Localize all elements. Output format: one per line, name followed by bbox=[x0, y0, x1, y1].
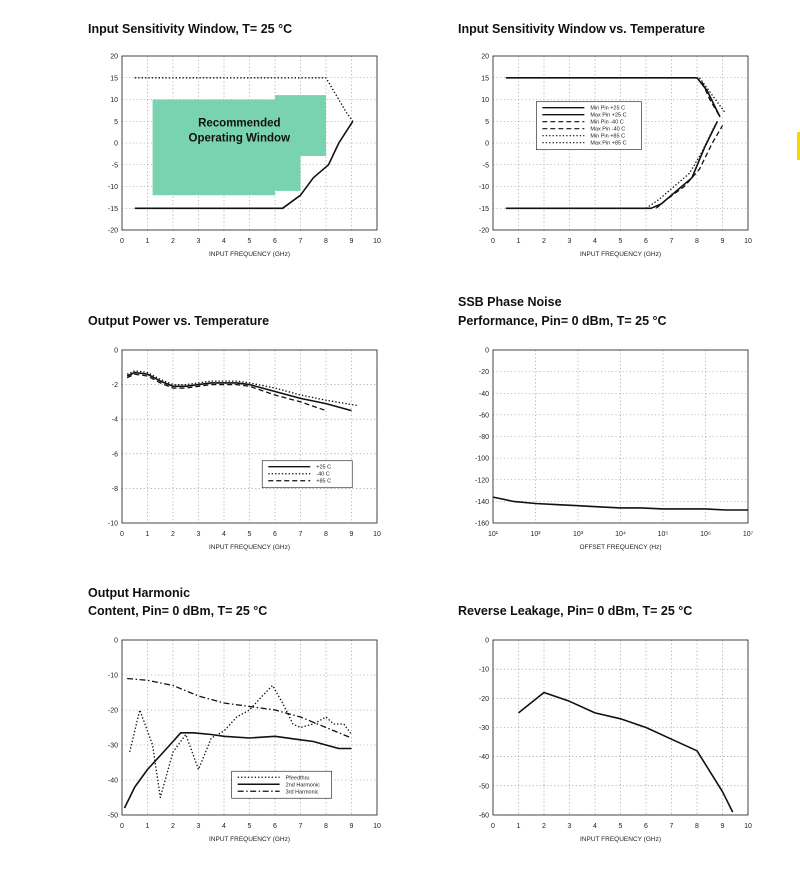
x-tick-label: 0 bbox=[491, 238, 495, 245]
x-tick-label: 10 bbox=[744, 238, 752, 245]
x-tick-label: 5 bbox=[618, 823, 623, 830]
y-tick-label: -10 bbox=[478, 666, 489, 674]
y-tick-label: -15 bbox=[107, 205, 118, 213]
x-tick-label: 2 bbox=[542, 238, 546, 245]
x-tick-label: 0 bbox=[120, 531, 124, 538]
y-tick-label: -50 bbox=[478, 783, 489, 791]
legend-label: Min Pin +85 C bbox=[590, 133, 626, 140]
x-tick-label: 4 bbox=[222, 531, 226, 538]
legend-label: 2nd Harmonic bbox=[285, 782, 320, 789]
x-axis-label: INPUT FREQUENCY (GHz) bbox=[208, 544, 291, 551]
chart-title-line: SSB Phase Noise bbox=[458, 295, 562, 309]
y-tick-label: -60 bbox=[478, 812, 489, 820]
y-tick-label: 20 bbox=[481, 53, 489, 61]
y-tick-label: -5 bbox=[482, 162, 489, 170]
y-tick-label: -15 bbox=[478, 205, 489, 213]
x-tick-label: 0 bbox=[120, 238, 124, 245]
x-axis-label: INPUT FREQUENCY (GHz) bbox=[579, 836, 662, 843]
window-annotation-line: Recommended bbox=[198, 117, 281, 130]
x-tick-label: 2 bbox=[542, 823, 546, 830]
x-tick-label: 3 bbox=[196, 238, 201, 245]
y-tick-label: 0 bbox=[485, 140, 489, 148]
chart-title-line: Content, Pin= 0 dBm, T= 25 °C bbox=[88, 604, 268, 618]
x-tick-label: 3 bbox=[196, 531, 201, 538]
y-tick-label: -2 bbox=[111, 382, 118, 390]
y-tick-label: -20 bbox=[478, 369, 489, 377]
x-tick-label: 7 bbox=[669, 238, 674, 245]
x-tick-label: 6 bbox=[644, 238, 648, 245]
legend-label: Max Pin +25 C bbox=[590, 112, 627, 119]
x-tick-label: 8 bbox=[695, 238, 699, 245]
chart-title-line: Input Sensitivity Window vs. Temperature bbox=[458, 22, 705, 36]
x-tick-label: 9 bbox=[720, 238, 725, 245]
y-tick-label: -40 bbox=[107, 777, 118, 785]
y-tick-label: 0 bbox=[485, 347, 489, 355]
chart-title-line: Output Harmonic bbox=[88, 586, 191, 600]
y-tick-label: -40 bbox=[478, 390, 489, 398]
x-tick-label: 10 bbox=[373, 823, 381, 830]
x-tick-label: 3 bbox=[567, 823, 572, 830]
y-tick-label: 0 bbox=[114, 637, 118, 645]
x-tick-label: 6 bbox=[644, 823, 648, 830]
legend-label: Min Pin +25 C bbox=[590, 105, 626, 112]
y-tick-label: 10 bbox=[481, 97, 489, 104]
y-tick-label: 15 bbox=[481, 75, 489, 83]
x-axis-label: INPUT FREQUENCY (GHz) bbox=[579, 251, 662, 258]
x-tick-label: 7 bbox=[298, 531, 303, 538]
y-tick-label: -10 bbox=[107, 672, 118, 680]
x-tick-label: 6 bbox=[273, 531, 277, 538]
chart-title-line: Output Power vs. Temperature bbox=[88, 314, 270, 328]
y-tick-label: -50 bbox=[107, 812, 118, 820]
x-tick-label: 5 bbox=[247, 823, 252, 830]
x-tick-label: 4 bbox=[593, 238, 597, 245]
y-tick-label: 0 bbox=[485, 637, 489, 645]
y-tick-label: 20 bbox=[110, 53, 118, 61]
x-tick-label: 10⁷ bbox=[742, 531, 754, 538]
x-tick-label: 8 bbox=[324, 238, 328, 245]
y-tick-label: 15 bbox=[110, 75, 118, 83]
y-tick-label: 10 bbox=[110, 97, 118, 104]
legend-label: Min Pin -40 C bbox=[590, 119, 624, 126]
x-tick-label: 10 bbox=[744, 823, 752, 830]
x-tick-label: 8 bbox=[324, 823, 328, 830]
chart-title-line: Performance, Pin= 0 dBm, T= 25 °C bbox=[458, 314, 667, 328]
x-tick-label: 2 bbox=[171, 531, 175, 538]
legend-label: Max Pin -40 C bbox=[590, 126, 626, 133]
x-tick-label: 6 bbox=[273, 238, 277, 245]
y-tick-label: 5 bbox=[114, 118, 118, 126]
y-tick-label: -100 bbox=[474, 455, 489, 463]
y-tick-label: -80 bbox=[478, 434, 489, 441]
y-tick-label: 5 bbox=[485, 118, 489, 126]
legend-label: +25 C bbox=[316, 464, 332, 471]
y-tick-label: -60 bbox=[478, 412, 489, 420]
x-tick-label: 4 bbox=[222, 823, 226, 830]
y-tick-label: -20 bbox=[478, 695, 489, 703]
x-tick-label: 2 bbox=[171, 823, 175, 830]
y-tick-label: -8 bbox=[111, 485, 118, 493]
y-tick-label: -5 bbox=[111, 162, 118, 170]
x-tick-label: 2 bbox=[171, 238, 175, 245]
legend-label: 3rd Harmonic bbox=[285, 789, 319, 796]
y-tick-label: 0 bbox=[114, 347, 118, 355]
y-tick-label: -10 bbox=[107, 184, 118, 191]
x-tick-label: 4 bbox=[593, 823, 597, 830]
x-tick-label: 5 bbox=[247, 238, 252, 245]
legend-label: Max Pin +85 C bbox=[590, 140, 627, 147]
x-tick-label: 10 bbox=[373, 531, 381, 538]
y-tick-label: -20 bbox=[107, 707, 118, 715]
recommended-window-region bbox=[153, 95, 326, 195]
x-tick-label: 0 bbox=[491, 823, 495, 830]
x-tick-label: 7 bbox=[669, 823, 674, 830]
x-tick-label: 10⁶ bbox=[700, 531, 711, 538]
x-tick-label: 4 bbox=[222, 238, 226, 245]
y-tick-label: -10 bbox=[478, 184, 489, 191]
x-tick-label: 9 bbox=[720, 823, 725, 830]
legend-label: +85 C bbox=[316, 478, 332, 485]
y-tick-label: -10 bbox=[107, 520, 118, 528]
legend-label: Pfeedthru bbox=[285, 775, 310, 782]
y-tick-label: 0 bbox=[114, 140, 118, 148]
x-axis-label: INPUT FREQUENCY (GHz) bbox=[208, 836, 291, 843]
x-tick-label: 6 bbox=[273, 823, 277, 830]
y-tick-label: -30 bbox=[107, 742, 118, 750]
y-tick-label: -6 bbox=[111, 451, 118, 459]
x-tick-label: 3 bbox=[567, 238, 572, 245]
legend-label: -40 C bbox=[316, 471, 330, 478]
window-annotation-line: Operating Window bbox=[188, 132, 291, 145]
y-tick-label: -30 bbox=[478, 725, 489, 732]
y-tick-label: -40 bbox=[478, 754, 489, 762]
x-axis-label: OFFSET FREQUENCY (Hz) bbox=[579, 544, 662, 551]
x-tick-label: 10⁵ bbox=[657, 531, 669, 538]
x-tick-label: 1 bbox=[145, 823, 150, 830]
x-tick-label: 1 bbox=[516, 238, 521, 245]
y-tick-label: -140 bbox=[474, 498, 489, 506]
x-tick-label: 8 bbox=[695, 823, 699, 830]
x-tick-label: 1 bbox=[145, 531, 150, 538]
x-tick-label: 0 bbox=[120, 823, 124, 830]
x-tick-label: 1 bbox=[516, 823, 521, 830]
y-tick-label: -160 bbox=[474, 520, 489, 528]
x-tick-label: 1 bbox=[145, 238, 150, 245]
chart-title-line: Input Sensitivity Window, T= 25 °C bbox=[88, 22, 293, 36]
x-tick-label: 3 bbox=[196, 823, 201, 830]
x-tick-label: 9 bbox=[349, 238, 354, 245]
x-tick-label: 10¹ bbox=[487, 531, 499, 538]
x-tick-label: 7 bbox=[298, 823, 303, 830]
chart-title-line: Reverse Leakage, Pin= 0 dBm, T= 25 °C bbox=[458, 604, 693, 618]
x-tick-label: 8 bbox=[324, 531, 328, 538]
x-tick-label: 10 bbox=[373, 238, 381, 245]
y-tick-label: -4 bbox=[111, 416, 118, 424]
x-tick-label: 5 bbox=[618, 238, 623, 245]
y-tick-label: -20 bbox=[478, 227, 489, 235]
x-tick-label: 7 bbox=[298, 238, 303, 245]
x-tick-label: 9 bbox=[349, 823, 354, 830]
x-tick-label: 9 bbox=[349, 531, 354, 538]
x-axis-label: INPUT FREQUENCY (GHz) bbox=[208, 251, 291, 258]
x-tick-label: 10³ bbox=[572, 531, 584, 538]
x-tick-label: 10⁴ bbox=[615, 531, 626, 538]
x-tick-label: 10² bbox=[530, 531, 541, 538]
x-tick-label: 5 bbox=[247, 531, 252, 538]
y-tick-label: -20 bbox=[107, 227, 118, 235]
y-tick-label: -120 bbox=[474, 477, 489, 485]
